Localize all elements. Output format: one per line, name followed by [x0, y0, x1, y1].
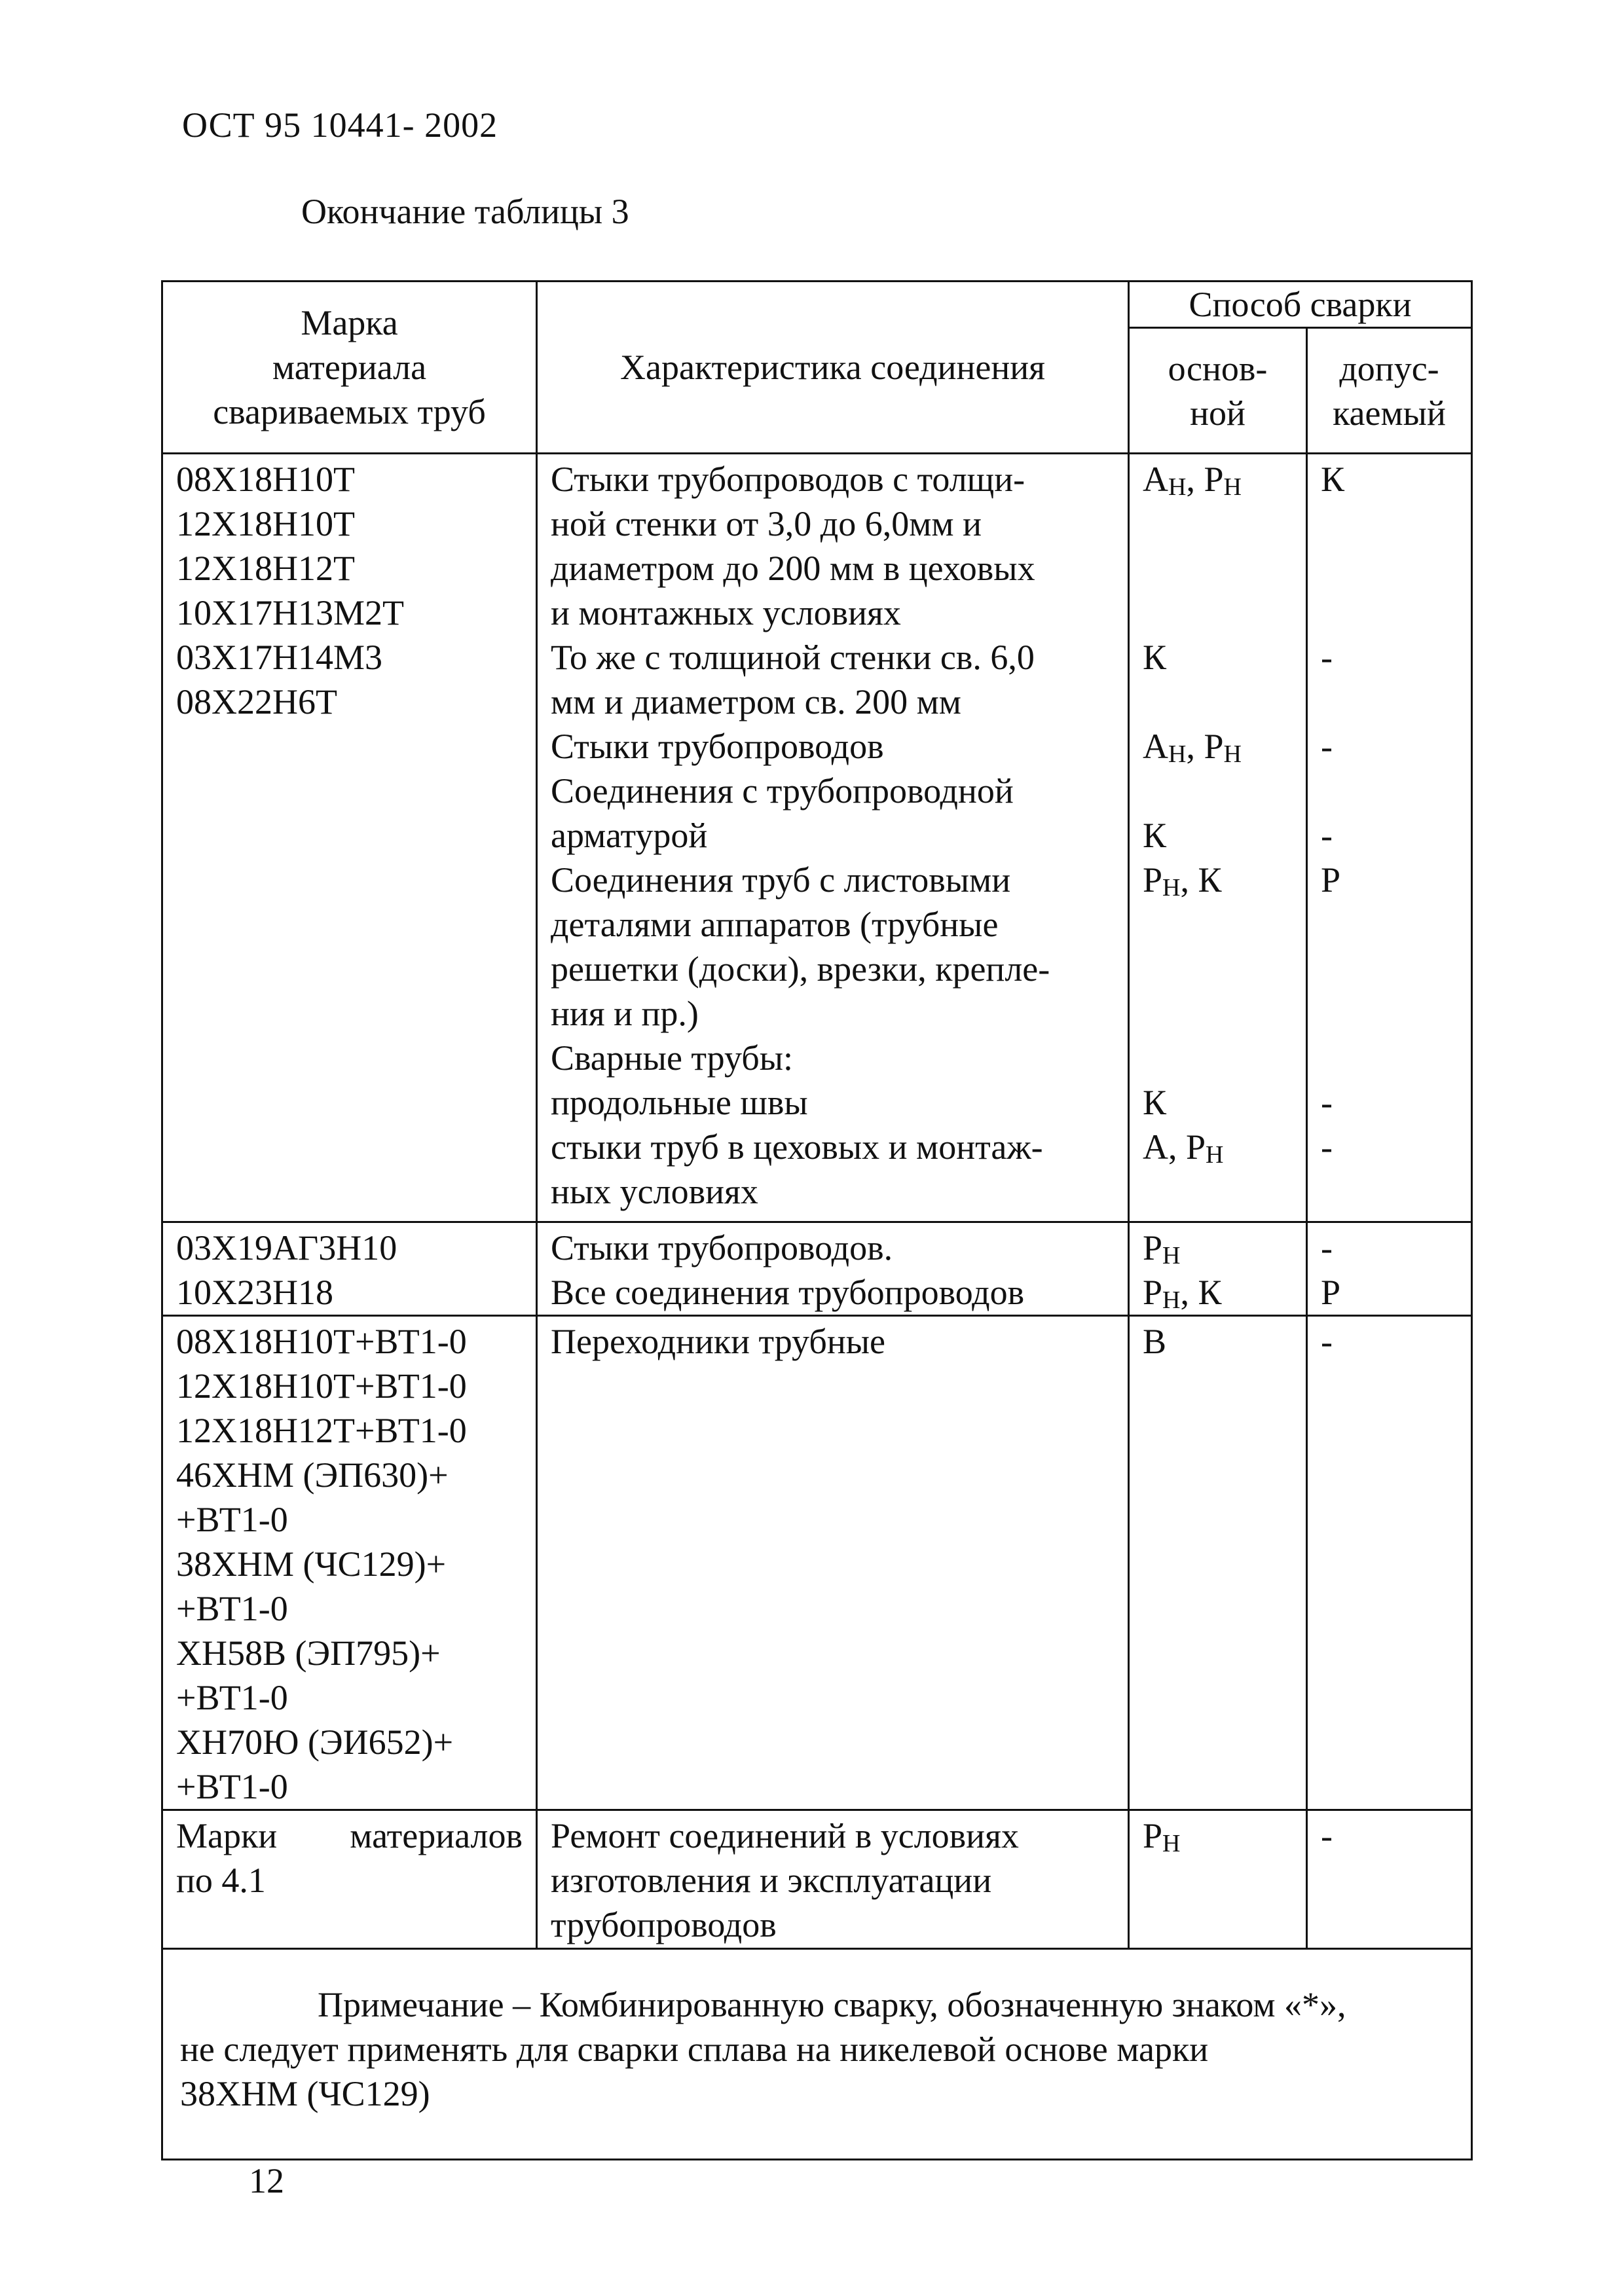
main-method-value	[1143, 1813, 1293, 1858]
material-grade: 10Х17Н13М2Т	[176, 593, 404, 632]
allowed-method-cell	[1307, 1810, 1472, 1949]
table-row	[162, 1810, 1472, 1949]
method-letter: А, Р	[1143, 1127, 1206, 1167]
characteristic-line: ной стенки от 3,0 до 6,0мм и	[551, 504, 982, 543]
material-grade: 12Х18Н12Т	[176, 549, 355, 588]
table-note	[162, 1949, 1472, 2160]
material-grade: +ВТ1-0	[176, 1589, 288, 1628]
allowed-method-value: -	[1321, 1127, 1333, 1167]
material-grade: 12Х18Н10Т	[176, 504, 355, 543]
table-row	[162, 1316, 1472, 1810]
characteristic-line: и монтажных условиях	[551, 593, 901, 632]
allowed-method-cell	[1307, 454, 1472, 1222]
material-grade: +ВТ1-0	[176, 1767, 288, 1806]
main-method-value	[1143, 1125, 1293, 1169]
method-letter: Р	[1143, 1816, 1163, 1855]
allowed-method-cell	[1307, 1222, 1472, 1316]
method-letter: Р	[1143, 860, 1163, 900]
note-line: Примечание – Комбинированную сварку, обозначенную знаком «*»,	[318, 1985, 1346, 2024]
material-cell	[162, 1316, 537, 1810]
allowed-method-value: Р	[1321, 860, 1341, 900]
main-method-cell	[1129, 1222, 1307, 1316]
note-row	[162, 1949, 1472, 2160]
document-code: ОСТ 95 10441- 2002	[182, 105, 498, 145]
material-grade: 12Х18Н10Т+ВТ1-0	[176, 1366, 467, 1406]
page-number: 12	[249, 2161, 284, 2200]
method-letter: Р	[1143, 1273, 1163, 1312]
characteristic-cell	[537, 1316, 1129, 1810]
method-subscript: Н	[1162, 1286, 1181, 1314]
header-welding-method	[1129, 282, 1472, 328]
table-caption: Окончание таблицы 3	[301, 192, 629, 231]
header-material-line: материала	[272, 348, 427, 387]
header-material-line: свариваемых труб	[213, 392, 486, 431]
header-material-line: Марка	[301, 303, 398, 342]
header-material	[162, 282, 537, 454]
allowed-method-value: -	[1321, 727, 1333, 766]
header-characteristic	[537, 282, 1129, 454]
allowed-method-value: -	[1321, 1083, 1333, 1122]
characteristic-line: Все соединения трубопроводов	[551, 1273, 1025, 1312]
method-letter: А	[1143, 727, 1168, 766]
method-subscript: Н	[1223, 740, 1242, 768]
allowed-method-value: -	[1321, 1228, 1333, 1267]
material-grade: 12Х18Н12Т+ВТ1-0	[176, 1411, 467, 1450]
characteristic-line: изготовления и эксплуатации	[551, 1861, 992, 1900]
characteristic-line: деталями аппаратов (трубные	[551, 905, 999, 944]
characteristic-line: Сварные трубы:	[551, 1038, 794, 1078]
characteristic-line: Стыки трубопроводов	[551, 727, 884, 766]
material-grade: 03Х19АГ3Н10	[176, 1228, 397, 1267]
note-line: не следует применять для сварки сплава на никелевой основе марки	[180, 2030, 1209, 2069]
method-letter: Р	[1143, 1228, 1163, 1267]
characteristic-line: Стыки трубопроводов с толщи-	[551, 460, 1025, 499]
main-method-value	[1143, 457, 1293, 501]
material-grade: 46ХНМ (ЭП630)+	[176, 1455, 449, 1495]
characteristic-cell	[537, 1222, 1129, 1316]
characteristic-line: Ремонт соединений в условиях	[551, 1816, 1019, 1855]
method-letter: , К	[1180, 860, 1222, 900]
method-letter: А	[1143, 460, 1168, 499]
material-grade: ХН70Ю (ЭИ652)+	[176, 1722, 454, 1762]
material-grade: +ВТ1-0	[176, 1500, 288, 1539]
material-cell	[162, 1222, 537, 1316]
main-method-value	[1143, 724, 1293, 769]
main-method-value	[1143, 1226, 1293, 1270]
method-subscript: Н	[1206, 1141, 1224, 1169]
material-grade: +ВТ1-0	[176, 1678, 288, 1717]
material-grade: 08Х18Н10Т	[176, 460, 355, 499]
material-grade: 08Х18Н10Т+ВТ1-0	[176, 1322, 467, 1361]
material-grade: 10Х23Н18	[176, 1273, 333, 1312]
characteristic-cell	[537, 454, 1129, 1222]
material-cell	[162, 1810, 537, 1949]
method-letter: , К	[1180, 1273, 1222, 1312]
material-grade: Марки материалов	[176, 1816, 523, 1855]
main-method-value: К	[1143, 816, 1167, 855]
material-grade: 03Х17Н14М3	[176, 638, 383, 677]
characteristic-line: диаметром до 200 мм в цеховых	[551, 549, 1035, 588]
header-allowed-line: допус-	[1339, 348, 1439, 388]
header-main-line: основ-	[1168, 348, 1268, 388]
main-method-cell	[1129, 1810, 1307, 1949]
main-method-value: К	[1143, 638, 1167, 677]
main-method-cell	[1129, 1316, 1307, 1810]
method-letter: , Р	[1186, 727, 1224, 766]
header-allowed-line: каемый	[1333, 393, 1446, 433]
header-main-line: ной	[1190, 393, 1246, 433]
main-method-value	[1143, 858, 1293, 902]
characteristic-line: Переходники трубные	[551, 1322, 885, 1361]
characteristic-line: ных условиях	[551, 1172, 758, 1211]
material-grade: 08Х22Н6Т	[176, 682, 337, 721]
method-subscript: Н	[1162, 1242, 1181, 1269]
characteristic-line: Соединения с трубопроводной	[551, 771, 1014, 811]
header-welding-method-text: Способ сварки	[1189, 285, 1412, 324]
method-subscript: Н	[1162, 874, 1181, 902]
material-grade: 38ХНМ (ЧС129)+	[176, 1544, 447, 1584]
characteristic-line: решетки (доски), врезки, крепле-	[551, 949, 1050, 989]
allowed-method-value: -	[1321, 638, 1333, 677]
table-row	[162, 454, 1472, 1222]
allowed-method-value: -	[1321, 816, 1333, 855]
welding-methods-table	[161, 280, 1473, 2160]
characteristic-line: Соединения труб с листовыми	[551, 860, 1011, 900]
method-subscript: Н	[1168, 473, 1187, 501]
main-method-value: К	[1143, 1083, 1167, 1122]
characteristic-line: арматурой	[551, 816, 708, 855]
allowed-method-cell	[1307, 1316, 1472, 1810]
table-row	[162, 1222, 1472, 1316]
header-main-method	[1129, 328, 1307, 454]
characteristic-cell	[537, 1810, 1129, 1949]
header-allowed-method	[1307, 328, 1472, 454]
material-grade: по 4.1	[176, 1861, 266, 1900]
note-line: 38ХНМ (ЧС129)	[180, 2074, 430, 2113]
characteristic-line: То же с толщиной стенки св. 6,0	[551, 638, 1035, 677]
characteristic-line: продольные швы	[551, 1083, 808, 1122]
allowed-method-value: -	[1321, 1322, 1333, 1361]
characteristic-line: ния и пр.)	[551, 994, 699, 1033]
header-characteristic-text: Характеристика соединения	[619, 348, 1046, 387]
characteristic-line: стыки труб в цеховых и монтаж-	[551, 1127, 1043, 1167]
material-cell	[162, 454, 537, 1222]
material-grade: ХН58В (ЭП795)+	[176, 1633, 441, 1673]
characteristic-line: Стыки трубопроводов.	[551, 1228, 893, 1267]
main-method-value	[1143, 1270, 1293, 1315]
allowed-method-value: -	[1321, 1816, 1333, 1855]
allowed-method-value: К	[1321, 460, 1345, 499]
main-method-value: В	[1143, 1322, 1167, 1361]
characteristic-line: мм и диаметром св. 200 мм	[551, 682, 961, 721]
characteristic-line: трубопроводов	[551, 1905, 777, 1944]
allowed-method-value: Р	[1321, 1273, 1341, 1312]
method-subscript: Н	[1223, 473, 1242, 501]
main-method-cell	[1129, 454, 1307, 1222]
method-subscript: Н	[1168, 740, 1187, 768]
method-letter: , Р	[1186, 460, 1224, 499]
method-subscript: Н	[1162, 1830, 1181, 1857]
